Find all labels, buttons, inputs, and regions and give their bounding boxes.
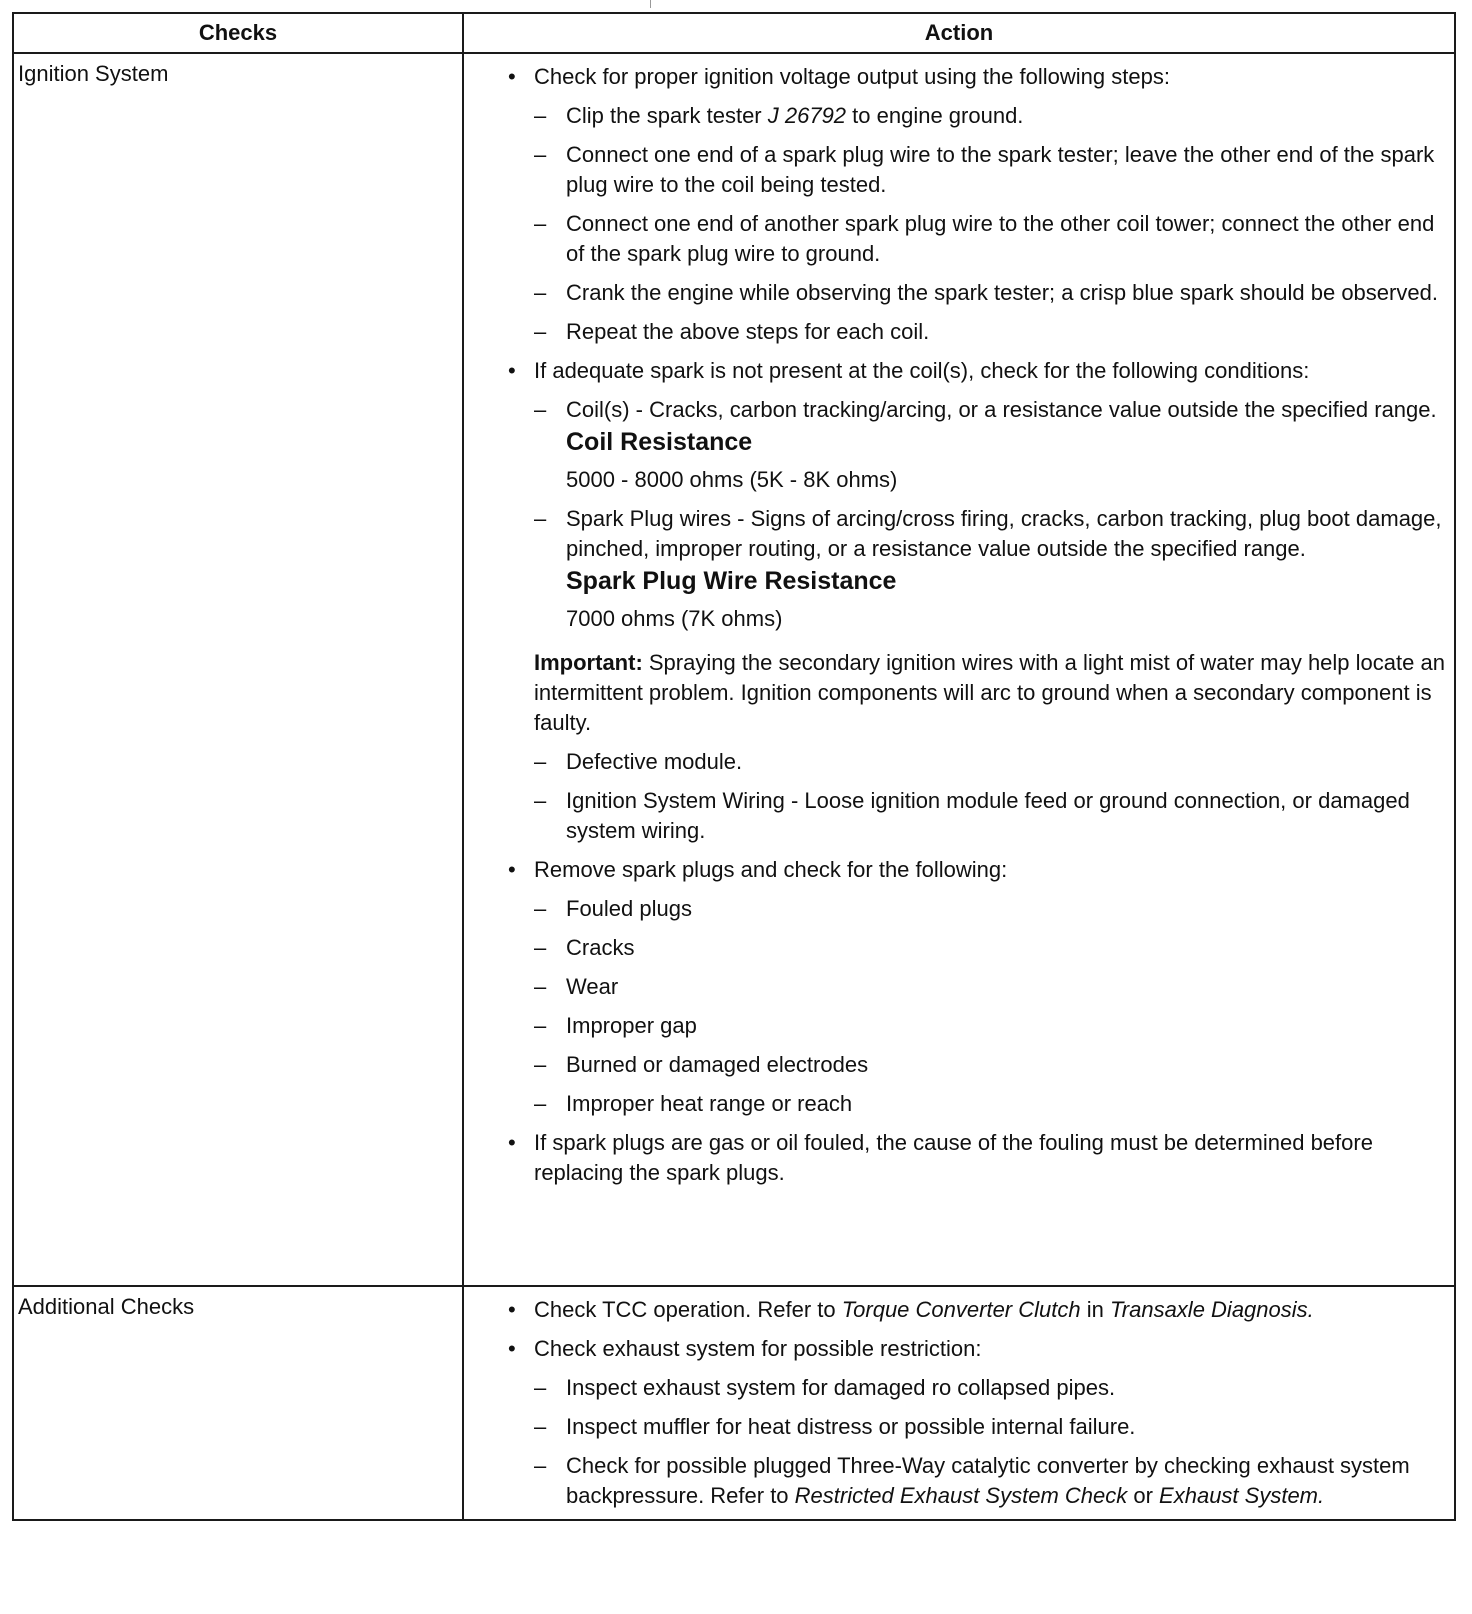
- dash-item: – Connect one end of a spark plug wire to the spark tester; leave the other end of the spark plug wire to the coil being tested.: [500, 140, 1446, 200]
- action-additional-checks: [463, 1286, 1455, 1520]
- bullet-item: • Check TCC operation. Refer to Torque Converter Clutch in Transaxle Diagnosis.: [500, 1295, 1446, 1325]
- dash-item: – Cracks: [500, 933, 1446, 963]
- dash-item: – Fouled plugs: [500, 894, 1446, 924]
- bullet-item: • Check for proper ignition voltage output using the following steps:: [500, 62, 1446, 92]
- action-ignition-system: [463, 53, 1455, 1286]
- wire-resistance-value: 7000 ohms (7K ohms): [566, 606, 783, 631]
- important-label: Important:: [534, 650, 643, 675]
- table-row-additional: [13, 1286, 1455, 1520]
- tool-reference: J 26792: [767, 103, 847, 128]
- wire-resistance-heading: Spark Plug Wire Resistance: [566, 567, 897, 595]
- bullet-item: • Check exhaust system for possible restriction:: [500, 1334, 1446, 1364]
- important-note: Important: Spraying the secondary ignition wires with a light mist of water may help locate an intermittent problem. Ignition components will arc to ground when a secondary component is faulty.: [534, 650, 1445, 735]
- scan-mark: [650, 0, 651, 8]
- dash-item: – Burned or damaged electrodes: [500, 1050, 1446, 1080]
- header-action: Action: [463, 13, 1455, 53]
- check-additional-checks: Additional Checks: [13, 1286, 463, 1520]
- header-checks: Checks: [13, 13, 463, 53]
- bullet-item: • If spark plugs are gas or oil fouled, the cause of the fouling must be determined before replacing the spark plugs.: [500, 1128, 1446, 1188]
- coil-resistance-value: 5000 - 8000 ohms (5K - 8K ohms): [566, 467, 898, 492]
- diagnostic-table: [12, 12, 1456, 1521]
- check-ignition-system: Ignition System: [13, 53, 463, 1286]
- dash-item: – Wear: [500, 972, 1446, 1002]
- dash-item: – Connect one end of another spark plug wire to the other coil tower; connect the other end of the spark plug wire to ground.: [500, 209, 1446, 269]
- dash-item: – Crank the engine while observing the spark tester; a crisp blue spark should be observed.: [500, 278, 1446, 308]
- dash-item: – Clip the spark tester J 26792 to engine ground.: [500, 101, 1446, 131]
- coil-resistance-heading: Coil Resistance: [566, 428, 753, 456]
- dash-item: – Coil(s) - Cracks, carbon tracking/arcing, or a resistance value outside the specified range.: [500, 395, 1446, 425]
- manual-reference: Restricted Exhaust System Check: [794, 1483, 1128, 1508]
- diagnostic-table-page: [12, 12, 1454, 1521]
- bullet-item: • If adequate spark is not present at the coil(s), check for the following conditions:: [500, 356, 1446, 386]
- header-row: [13, 13, 1455, 53]
- manual-reference: Torque Converter Clutch: [841, 1297, 1081, 1322]
- dash-item: – Inspect muffler for heat distress or possible internal failure.: [500, 1412, 1446, 1442]
- dash-item: – Improper heat range or reach: [500, 1089, 1446, 1119]
- dash-item: – Inspect exhaust system for damaged ro collapsed pipes.: [500, 1373, 1446, 1403]
- dash-item: – Improper gap: [500, 1011, 1446, 1041]
- dash-item: – Spark Plug wires - Signs of arcing/cross firing, cracks, carbon tracking, plug boot damage, pinched, improper routing, or a resistance value outside the specified range.: [500, 504, 1446, 564]
- table-row-ignition: [13, 53, 1455, 1286]
- manual-reference: Exhaust System.: [1159, 1483, 1325, 1508]
- dash-item: – Defective module.: [500, 747, 1446, 777]
- bullet-item: • Remove spark plugs and check for the following:: [500, 855, 1446, 885]
- dash-item: – Repeat the above steps for each coil.: [500, 317, 1446, 347]
- manual-reference: Transaxle Diagnosis.: [1109, 1297, 1314, 1322]
- dash-item: – Check for possible plugged Three-Way catalytic converter by checking exhaust system backpressure. Refer to Restricted Exhaust System Check or Exhaust System.: [500, 1451, 1446, 1511]
- dash-item: – Ignition System Wiring - Loose ignition module feed or ground connection, or damaged system wiring.: [500, 786, 1446, 846]
